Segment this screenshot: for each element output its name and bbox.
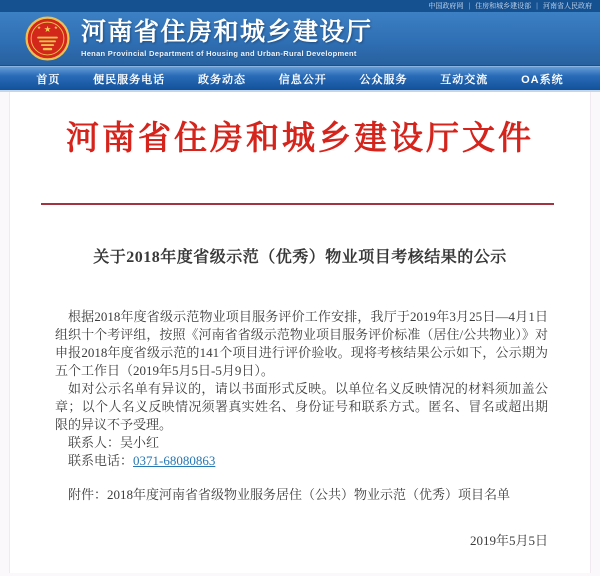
contact-person-label: 联系人： — [68, 434, 121, 450]
svg-text:★: ★ — [53, 25, 59, 31]
nav-item-public-service[interactable]: 公众服务 — [359, 73, 408, 86]
site-subtitle: Henan Provincial Department of Housing and Urban-Rural Development — [81, 49, 357, 59]
nav-item-service-phone[interactable]: 便民服务电话 — [93, 73, 166, 86]
document-area — [9, 92, 591, 573]
site-header — [0, 12, 600, 66]
topbar — [0, 0, 600, 12]
nav-item-gov-news[interactable]: 政务动态 — [197, 73, 246, 86]
document-masthead: 河南省住房和城乡建设厅文件 — [66, 121, 534, 157]
document-date: 2019年5月5日 — [469, 532, 548, 548]
national-emblem-icon — [25, 16, 70, 61]
red-divider — [41, 203, 554, 205]
attachment-line: 附件：2018年度河南省省级物业服务居住（公共）物业示范（优秀）项目名单 — [68, 486, 511, 502]
contact-phone-label: 联系电话： — [68, 452, 134, 468]
contact-person-name: 吴小红 — [120, 434, 160, 450]
nav-item-home[interactable]: 首页 — [36, 73, 61, 86]
header-titles — [81, 19, 373, 59]
separator: | — [468, 2, 471, 10]
paragraph-1: 根据2018年度省级示范物业项目服务评价工作安排，我厅于2019年3月25日—4月1日组织十个考评组，按照《河南省省级示范物业项目服务评价标准（居住/公共物业）》对申报2018年度省级示范的141个项目进行评价验收。现将考核结果公示如下，公示期为五个工作日（2019年5月5日-5月9日）。 — [55, 308, 548, 378]
svg-text:★: ★ — [43, 23, 52, 34]
paragraph-2: 如对公示名单有异议的，请以书面形式反映。以单位名义反映情况的材料须加盖公章；以个人名义反映情况须署真实姓名、身份证号和联系方式。匿名、冒名或超出期限的异议不予受理。 — [55, 380, 548, 432]
document-title: 关于2018年度省级示范（优秀）物业项目考核结果的公示 — [93, 248, 507, 266]
contact-phone-link[interactable]: 0371-68080863 — [133, 452, 216, 468]
contact-phone-line — [55, 452, 548, 470]
separator: | — [536, 2, 538, 10]
nav-item-oa-system[interactable]: OA系统 — [521, 73, 564, 86]
nav-item-interaction[interactable]: 互动交流 — [440, 73, 489, 86]
topbar-link-mohurd[interactable]: 住房和城乡建设部 — [475, 2, 532, 10]
topbar-link-henan-gov[interactable]: 河南省人民政府 — [543, 2, 592, 10]
document-body — [55, 308, 548, 550]
topbar-link-china-gov[interactable]: 中国政府网 — [428, 2, 464, 10]
site-title: 河南省住房和城乡建设厅 — [81, 17, 373, 46]
nav-item-info-disclosure[interactable]: 信息公开 — [278, 73, 327, 86]
contact-person-line — [55, 434, 548, 452]
svg-text:★: ★ — [36, 25, 42, 31]
main-nav — [0, 66, 600, 92]
